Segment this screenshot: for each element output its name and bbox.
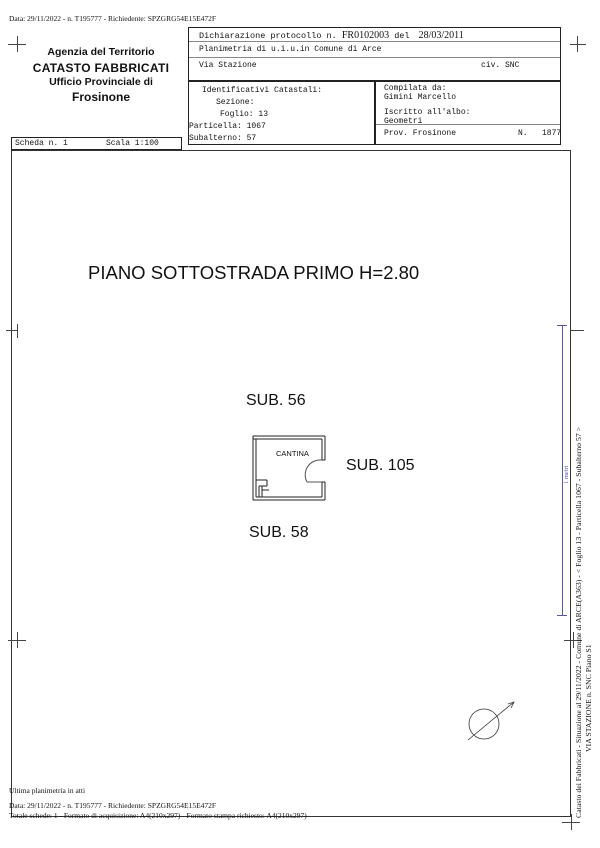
agency-block [20, 44, 182, 105]
declaration-date: 28/03/2011 [418, 30, 464, 41]
plan-title: PIANO SOTTOSTRADA PRIMO H=2.80 [88, 262, 420, 283]
crop-mark [17, 36, 18, 52]
iscritto-label: Iscritto all'albo: [384, 108, 471, 117]
albo-number: N. 1877 [518, 129, 562, 138]
address-civ: civ. SNC [481, 61, 520, 70]
foglio: Foglio: 13 [220, 110, 269, 119]
declaration-label: Dichiarazione protocollo n. [199, 31, 337, 41]
crop-mark [571, 814, 572, 830]
identifiers-title: Identificativi Catastali: [202, 86, 323, 95]
protocol-number: FR0102003 [341, 30, 390, 41]
declaration-line [199, 30, 464, 41]
scheda-box [11, 137, 182, 150]
sub-56-label: SUB. 56 [246, 392, 306, 409]
province: Prov. Frosinone [384, 129, 457, 138]
particella: Particella: 1067 [189, 122, 266, 131]
agency-name: Agenzia del Territorio [47, 46, 155, 58]
compiler-name: Gimini Marcello [384, 93, 457, 102]
crop-mark [570, 44, 586, 45]
ruler-tick [557, 325, 567, 326]
side-caption-address: VIA STAZIONE n. SNC Piano S1 [584, 644, 593, 752]
scheda-number: Scheda n. 1 [15, 139, 68, 148]
compilata-label: Compilata da: [384, 84, 447, 93]
scheda-scale: Scala 1:100 [106, 139, 159, 148]
crop-mark [570, 330, 584, 331]
ufficio-city: Frosinone [71, 90, 130, 104]
compiler-box [375, 81, 561, 145]
sezione: Sezione: [216, 98, 255, 107]
room-label: CANTINA [276, 449, 309, 458]
sub-105-label: SUB. 105 [346, 457, 415, 474]
ruler-label: 1 metri [563, 465, 570, 484]
compiler-info [384, 84, 470, 126]
north-arrow-icon [462, 698, 522, 748]
header-request-line: Data: 29/11/2022 - n. T195777 - Richiedente: SPZGRG54E15E472F [9, 14, 217, 23]
ruler-tick [557, 615, 567, 616]
sub-58-label: SUB. 58 [249, 524, 309, 541]
cantina-floor-plan [245, 430, 330, 505]
identifiers-box [188, 81, 375, 145]
catasto-title: CATASTO FABBRICATI [32, 61, 170, 75]
planimetria-line: Planimetria di u.i.u.in Comune di Arce [199, 45, 382, 54]
side-caption-main: Catasto dei Fabbricati - Situazione al 29/11/2022 - Comune di ARCE(A363) - < Foglio 13 - Particella 1067 - Subalterno 57 > [574, 426, 583, 818]
footer-totale: Totale schede: 1 - Formato di acquisizione: A4(210x297) - Formato stampa richiesto: A4(210x297) [9, 811, 307, 820]
albo-value: Geometri [384, 117, 423, 126]
ultima-planimetria: Ultima planimetria in atti [9, 786, 86, 795]
crop-mark [17, 632, 18, 648]
declaration-box [188, 27, 561, 81]
subalterno: Subalterno: 57 [189, 134, 257, 143]
footer-date-line: Data: 29/11/2022 - n. T195777 - Richiedente: SPZGRG54E15E472F [9, 801, 217, 810]
crop-mark [577, 36, 578, 52]
del-label: del [394, 31, 410, 41]
address-via: Via Stazione [199, 61, 257, 70]
ufficio-label: Ufficio Provinciale di [49, 76, 153, 88]
crop-mark [17, 324, 18, 338]
identifiers-list [189, 85, 323, 145]
